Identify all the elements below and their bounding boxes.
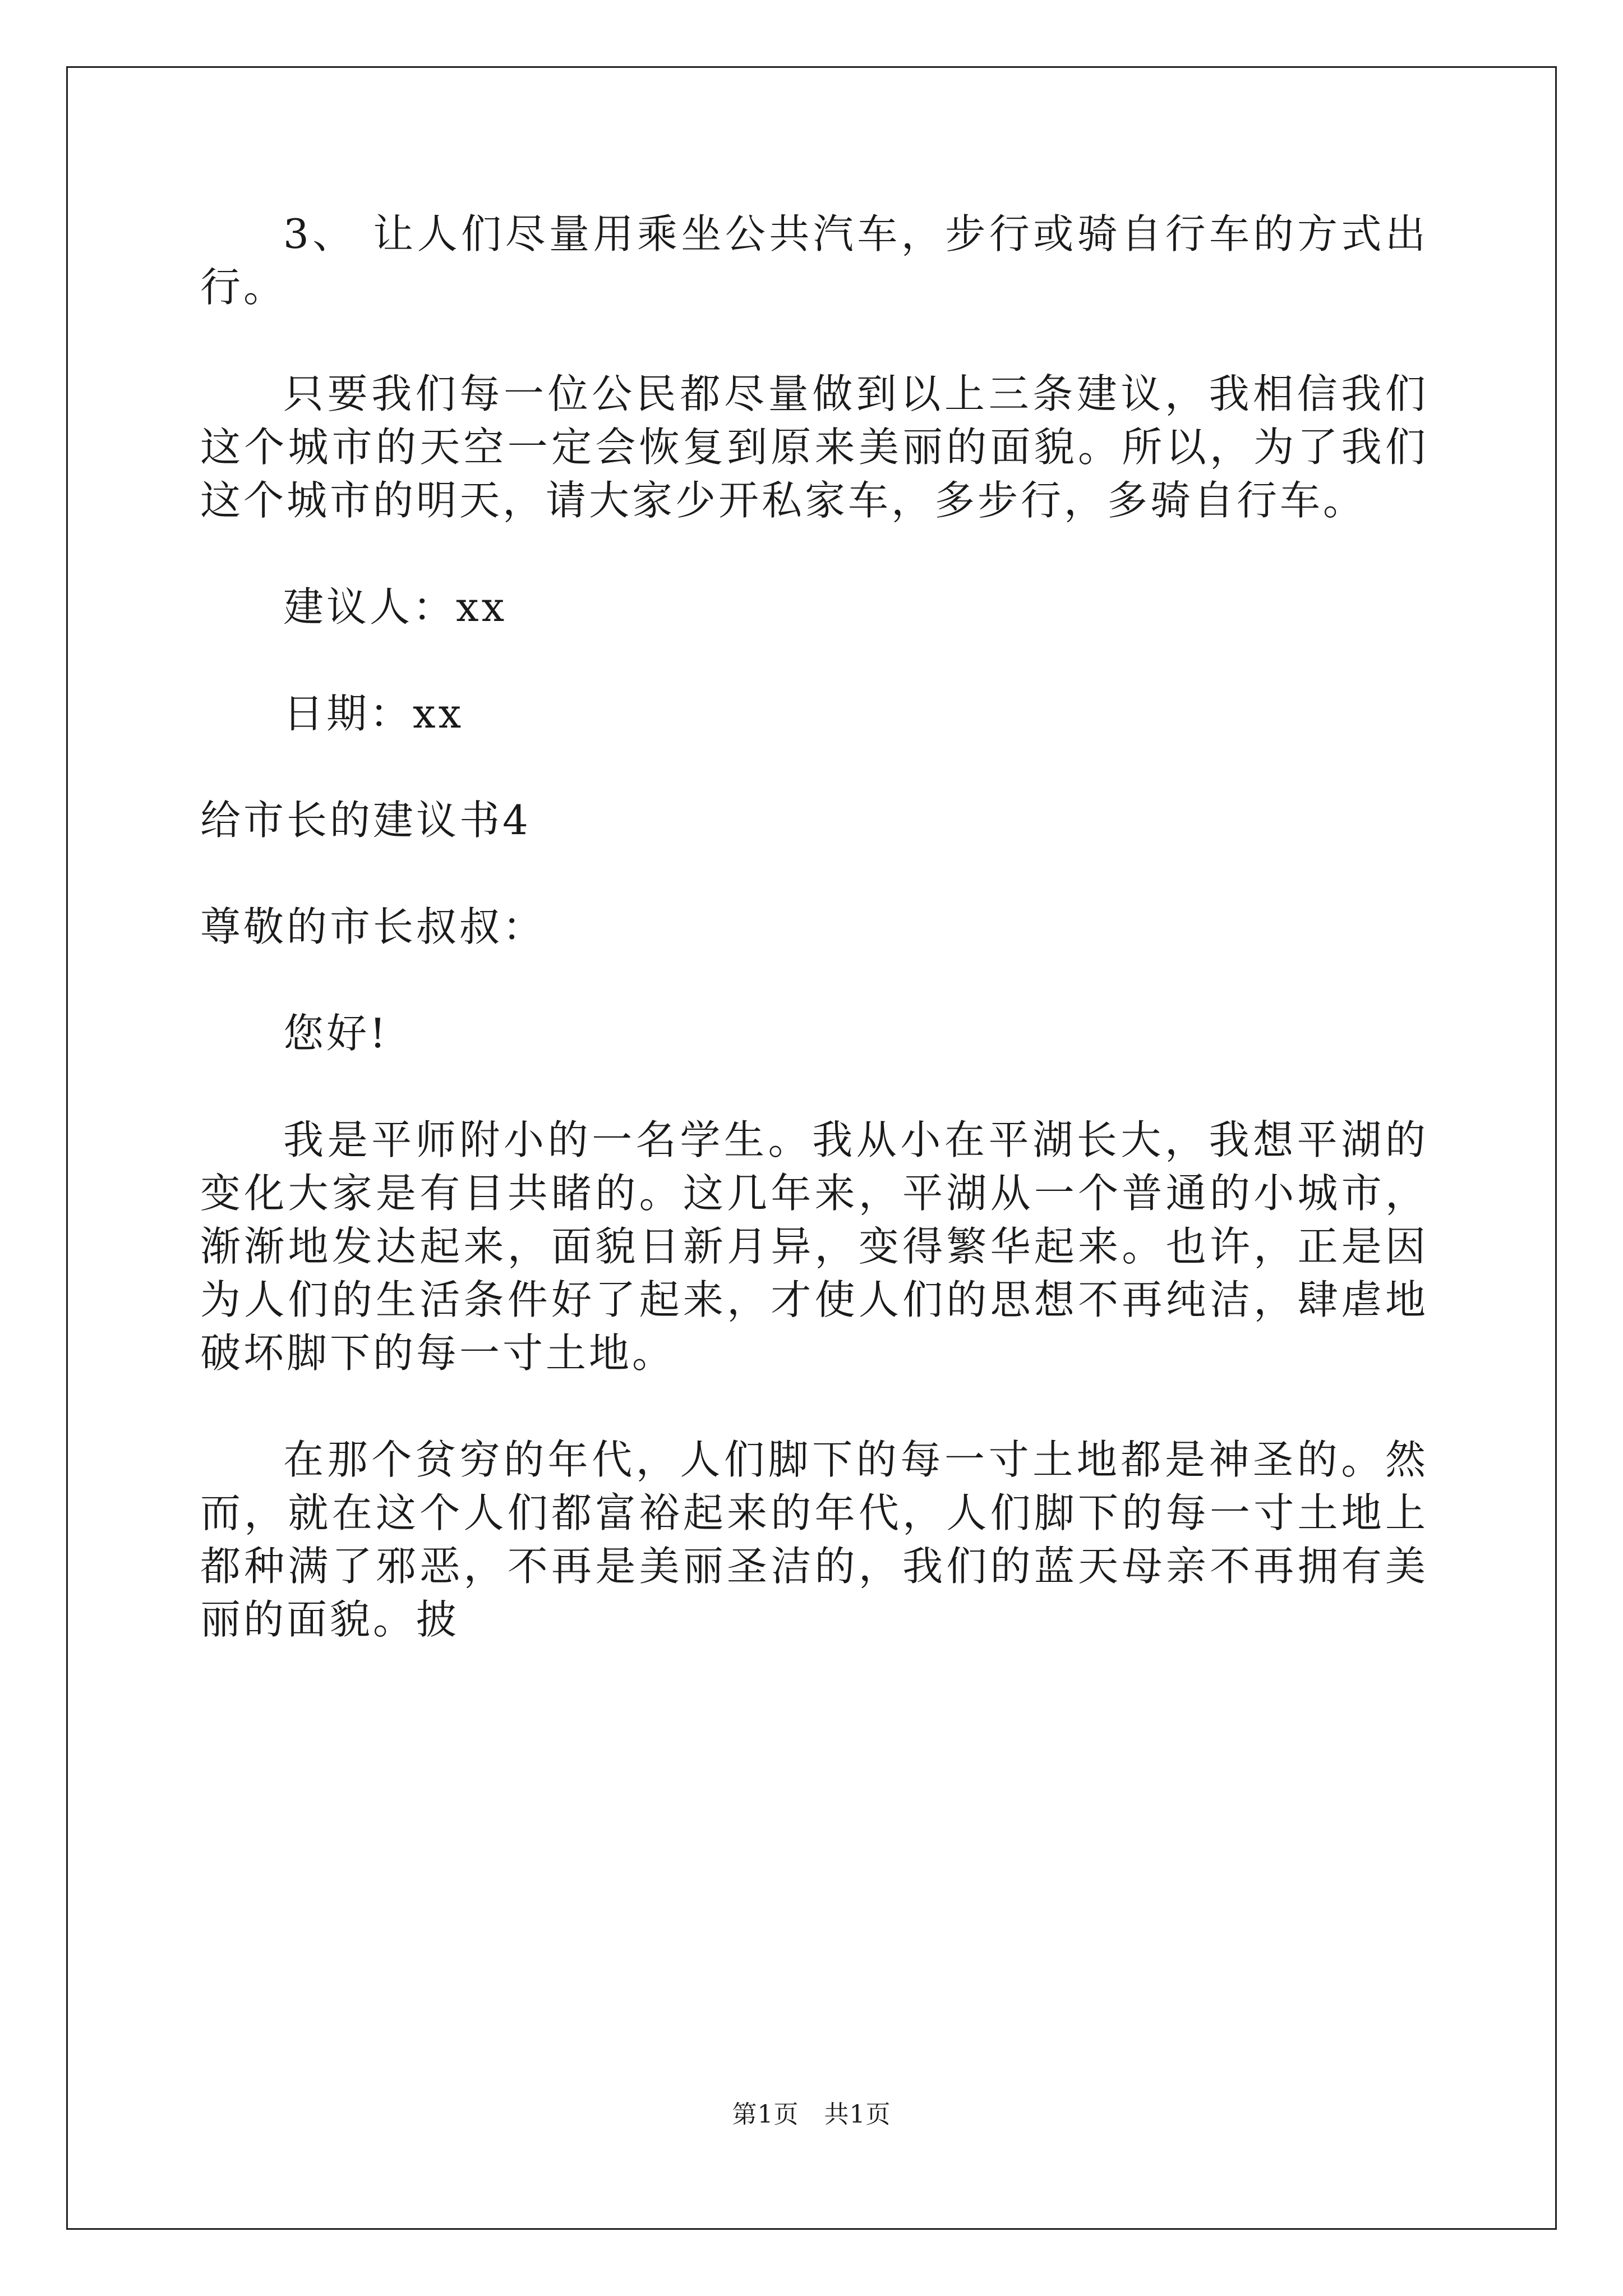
paragraph-introduction: 我是平师附小的一名学生。我从小在平湖长大，我想平湖的变化大家是有目共睹的。这几年来，平湖从一个普通的小城市，渐渐地发达起来，面貌日新月异，变得繁华起来。也许，正是因为人们的生活条件好了起来，才使人们的思想不再纯洁，肆虐地破坏脚下的每一寸土地。 [200,1116,1428,1377]
paragraph-conclusion: 只要我们每一位公民都尽量做到以上三条建议，我相信我们这个城市的天空一定会恢复到原来美丽的面貌。所以，为了我们这个城市的明天，请大家少开私家车，多步行，多骑自行车。 [200,370,1428,524]
paragraph-suggestion-3: 3、 让人们尽量用乘坐公共汽车，步行或骑自行车的方式出行。 [200,210,1428,311]
salutation: 尊敬的市长叔叔： [200,903,546,950]
signature-date: 日期：xx [283,690,464,737]
paragraph-contrast: 在那个贫穷的年代，人们脚下的每一寸土地都是神圣的。然而，就在这个人们都富裕起来的年代，人们脚下的每一寸土地上都种满了邪恶，不再是美丽圣洁的，我们的蓝天母亲不再拥有美丽的面貌。披 [200,1436,1428,1643]
section-heading: 给市长的建议书4 [200,797,531,844]
document-body [200,208,1428,1700]
page-total: 共1页 [824,2100,891,2129]
signature-proposer: 建议人：xx [283,583,508,631]
page-number: 第1页 [732,2100,799,2129]
greeting: 您好! [283,1010,389,1057]
page-footer [0,2098,1623,2132]
